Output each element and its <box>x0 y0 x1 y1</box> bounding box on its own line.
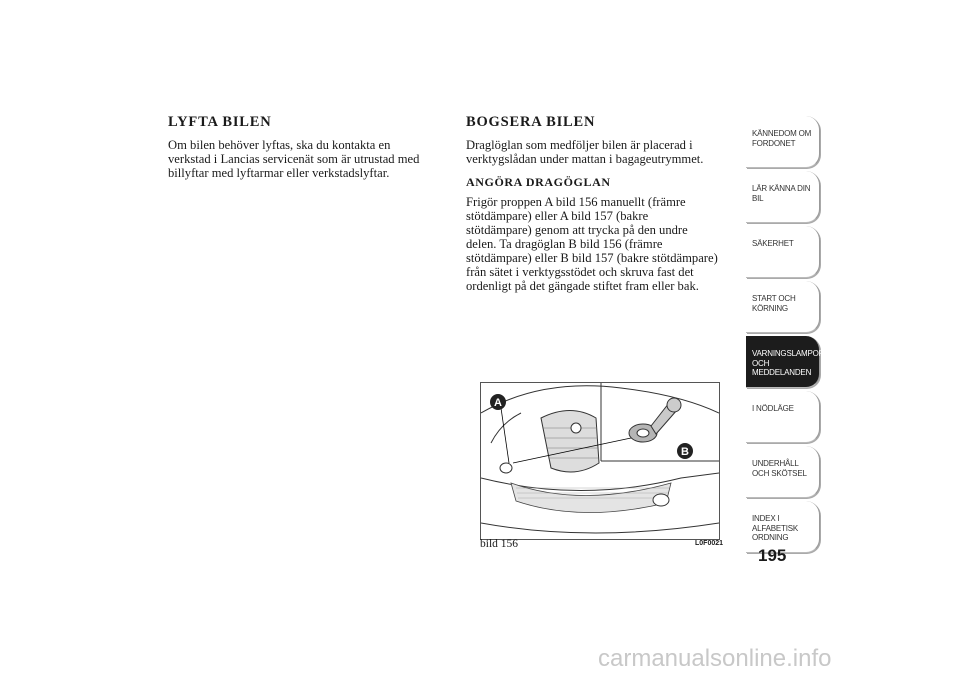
tab-label: START OCH KÖRNING <box>752 294 796 313</box>
tab-label: VARNINGSLAMPOR OCH MEDDELANDEN <box>752 349 825 377</box>
tab-label: LÄR KÄNNA DIN BIL <box>752 184 811 203</box>
car-front-illustration <box>481 383 719 539</box>
tab-sakerhet[interactable] <box>746 226 820 278</box>
label-a: A <box>494 397 502 409</box>
body-line: från sätet i verktygsstödet och skruva fast det <box>466 265 694 279</box>
bogsera-intro <box>466 138 741 166</box>
intro-line: Draglöglan som medföljer bilen är placerad i <box>466 138 693 152</box>
tab-underhall[interactable] <box>746 446 820 498</box>
lyfta-line: Om bilen behöver lyftas, ska du kontakta en <box>168 138 391 152</box>
tab-lar-kanna[interactable] <box>746 171 820 223</box>
tab-label: UNDERHÅLL OCH SKÖTSEL <box>752 459 807 478</box>
tab-nodlage[interactable] <box>746 391 820 443</box>
intro-line: verktygslådan under mattan i bagageutrymmet. <box>466 152 704 166</box>
tab-label: I NÖDLÄGE <box>752 404 794 413</box>
right-column <box>466 114 741 293</box>
tab-label: KÄNNEDOM OM FORDONET <box>752 129 812 148</box>
figure-code: L0F0021 <box>695 540 724 547</box>
lyfta-line: verkstad i Lancias servicenät som är utrustad med <box>168 152 420 166</box>
figure-caption: bild 156 <box>480 538 519 550</box>
body-line: stötdämpare) genom att trycka på den undre <box>466 223 688 237</box>
left-column <box>168 114 453 180</box>
angora-paragraph <box>466 195 741 293</box>
tab-label: INDEX I ALFABETISK ORDNING <box>752 514 799 542</box>
body-line: stötdämpare) eller B bild 157 (bakre stötdämpare) <box>466 251 718 265</box>
subheading-angora: ANGÖRA DRAGÖGLAN <box>466 175 611 189</box>
body-line: Frigör proppen A bild 156 manuellt (främre <box>466 195 686 209</box>
tab-start[interactable] <box>746 281 820 333</box>
label-b: B <box>681 446 689 458</box>
tow-hook-icon <box>629 398 681 442</box>
body-line: delen. Ta dragöglan B bild 156 (främre <box>466 237 663 251</box>
body-line: ordenligt på det gängade stiftet fram eller bak. <box>466 279 699 293</box>
tab-varningslampor[interactable] <box>746 336 825 388</box>
tab-kannedom[interactable] <box>746 116 820 168</box>
page-number: 195 <box>758 546 787 565</box>
tab-label: SÄKERHET <box>752 239 794 248</box>
section-heading-lyfta: LYFTA BILEN <box>168 114 272 130</box>
lyfta-paragraph <box>168 138 453 180</box>
chapter-tabs <box>746 116 825 556</box>
section-heading-bogsera: BOGSERA BILEN <box>466 114 596 130</box>
figure-156 <box>480 382 720 540</box>
body-line: stötdämpare) eller A bild 157 (bakre <box>466 209 649 223</box>
watermark: carmanualsonline.info <box>598 645 832 672</box>
lyfta-line: billyftar med lyftarmar eller verkstadslyftar. <box>168 166 390 180</box>
